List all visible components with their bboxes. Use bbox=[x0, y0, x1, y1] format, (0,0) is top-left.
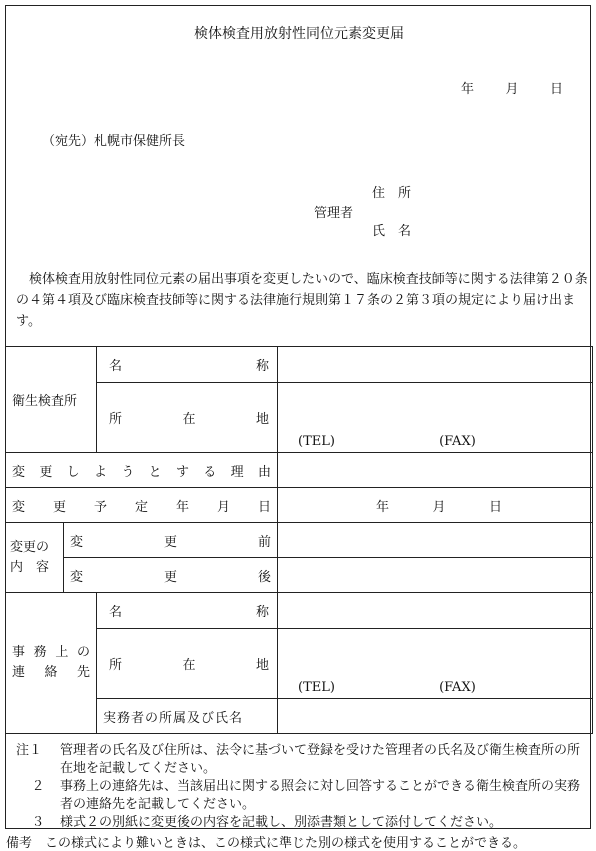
reason-label bbox=[12, 461, 271, 480]
reason-char-1: 変 bbox=[12, 464, 26, 480]
note-2 bbox=[16, 778, 588, 814]
addressee: （宛先）札幌市保健所長 bbox=[42, 134, 186, 149]
contact-char-7: 先 bbox=[77, 665, 91, 680]
contact-char-4: の bbox=[76, 645, 90, 660]
applicant-name-label: 氏 名 bbox=[372, 224, 412, 239]
planned-date-char-4: 定 bbox=[135, 499, 149, 515]
note-3-head: ３ bbox=[31, 815, 45, 830]
planned-date-char-7: 日 bbox=[258, 499, 272, 515]
before-char-2: 更 bbox=[164, 534, 178, 550]
before-label-cell bbox=[64, 523, 278, 558]
after-field[interactable] bbox=[278, 558, 593, 593]
after-char-2: 更 bbox=[164, 569, 178, 585]
planned-date-field[interactable] bbox=[278, 488, 593, 523]
contact-char-5: 連 bbox=[12, 665, 26, 680]
contact-char-2: 務 bbox=[33, 645, 47, 660]
planned-date-char-5: 年 bbox=[176, 499, 190, 515]
reason-char-10: 由 bbox=[257, 464, 271, 480]
contact-name-field[interactable] bbox=[278, 593, 593, 629]
facility-tel-label: (TEL) bbox=[298, 434, 335, 449]
contact-name-char-2: 称 bbox=[256, 605, 270, 620]
contact-location-char-3: 地 bbox=[255, 658, 269, 673]
note-1 bbox=[16, 742, 588, 778]
date-year-label: 年 bbox=[461, 82, 475, 97]
facility-name-label-cell bbox=[97, 347, 278, 383]
form-frame bbox=[5, 5, 591, 829]
contact-name-label-cell bbox=[97, 593, 278, 629]
contact-location-field[interactable] bbox=[278, 629, 593, 699]
reason-char-3: し bbox=[66, 464, 80, 480]
staff-label: 実務者の所属及び氏名 bbox=[103, 710, 244, 726]
reason-char-6: と bbox=[148, 464, 162, 480]
form-title: 検体検査用放射性同位元素変更届 bbox=[194, 26, 404, 42]
note-2-text: 事務上の連絡先は、当該届出に関する照会に対し回答することができる衛生検査所の実務者の連絡先を記載してください。 bbox=[60, 779, 581, 812]
date-label-cell bbox=[6, 488, 278, 523]
reason-char-4: よ bbox=[93, 464, 107, 480]
note-3-text: 様式２の別紙に変更後の内容を記載し、別添書類として添付してください。 bbox=[60, 815, 503, 830]
facility-location-char-3: 地 bbox=[255, 412, 269, 427]
facility-location-label-cell bbox=[97, 383, 278, 453]
planned-date-char-1: 変 bbox=[12, 499, 26, 515]
reason-char-7: す bbox=[175, 464, 189, 480]
contact-location-char-1: 所 bbox=[109, 658, 123, 673]
facility-location-char-1: 所 bbox=[109, 412, 123, 427]
facility-name-field[interactable] bbox=[278, 347, 593, 383]
contact-char-3: 上 bbox=[55, 645, 69, 660]
reason-field[interactable] bbox=[278, 453, 593, 488]
facility-location-field[interactable] bbox=[278, 383, 593, 453]
note-1-text: 管理者の氏名及び住所は、法令に基づいて登録を受けた管理者の氏名及び衛生検査所の所在地を記載してください。 bbox=[60, 743, 581, 776]
contact-location-char-2: 在 bbox=[182, 658, 196, 673]
reason-char-2: 更 bbox=[39, 464, 53, 480]
note-1-head: 注１ bbox=[16, 743, 43, 758]
reason-char-9: 理 bbox=[230, 464, 244, 480]
planned-year-label: 年 bbox=[376, 499, 390, 515]
facility-name-char-1: 名 bbox=[109, 359, 123, 374]
applicant-label: 管理者 bbox=[314, 206, 354, 221]
planned-date-char-6: 月 bbox=[217, 499, 231, 515]
registration-table bbox=[5, 346, 593, 734]
facility-location-char-2: 在 bbox=[182, 412, 196, 427]
after-char-3: 後 bbox=[258, 569, 272, 585]
contact-tel-label: (TEL) bbox=[298, 680, 335, 695]
note-3 bbox=[16, 814, 588, 832]
notes bbox=[16, 742, 588, 832]
before-char-1: 変 bbox=[70, 534, 84, 550]
contact-fax-label: (FAX) bbox=[439, 680, 476, 695]
before-char-3: 前 bbox=[258, 534, 272, 550]
date-day-label: 日 bbox=[549, 82, 563, 97]
facility-fax-label: (FAX) bbox=[439, 434, 476, 449]
contact-name-char-1: 名 bbox=[109, 605, 123, 620]
change-content-label-cell bbox=[6, 523, 64, 593]
reason-char-5: う bbox=[121, 464, 135, 480]
planned-day-label: 日 bbox=[488, 499, 502, 515]
staff-field[interactable] bbox=[278, 699, 593, 734]
date-month-label: 月 bbox=[505, 82, 519, 97]
facility-name-char-2: 称 bbox=[256, 359, 270, 374]
contact-location-label-cell bbox=[97, 629, 278, 699]
before-field[interactable] bbox=[278, 523, 593, 558]
planned-date-label bbox=[12, 496, 271, 515]
contact-label-cell bbox=[6, 593, 97, 734]
after-char-1: 変 bbox=[70, 569, 84, 585]
contact-char-1: 事 bbox=[12, 645, 26, 660]
reason-label-cell bbox=[6, 453, 278, 488]
contact-char-6: 絡 bbox=[44, 665, 58, 680]
planned-date-char-2: 更 bbox=[53, 499, 67, 515]
applicant-address-label: 住 所 bbox=[372, 186, 412, 201]
change-content-label-2: 内 容 bbox=[10, 559, 50, 575]
planned-month-label: 月 bbox=[432, 499, 446, 515]
reason-char-8: る bbox=[203, 464, 217, 480]
facility-label: 衛生検査所 bbox=[12, 394, 78, 409]
intro-paragraph: 検体検査用放射性同位元素の届出事項を変更したいので、臨床検査技師等に関する法律第２０条の４第４項及び臨床検査技師等に関する法律施行規則第１７条の２第３項の規定により届け出ます。 bbox=[16, 272, 588, 329]
change-content-label-1: 変更の bbox=[10, 539, 50, 555]
after-label-cell bbox=[64, 558, 278, 593]
staff-label-cell bbox=[97, 699, 278, 734]
facility-label-cell bbox=[6, 347, 97, 453]
note-2-head: ２ bbox=[31, 779, 45, 794]
remark: 備考 この様式により難いときは、この様式に準じた別の様式を使用することができる。 bbox=[6, 836, 527, 851]
planned-date-char-3: 予 bbox=[94, 499, 108, 515]
submission-date bbox=[461, 78, 563, 97]
